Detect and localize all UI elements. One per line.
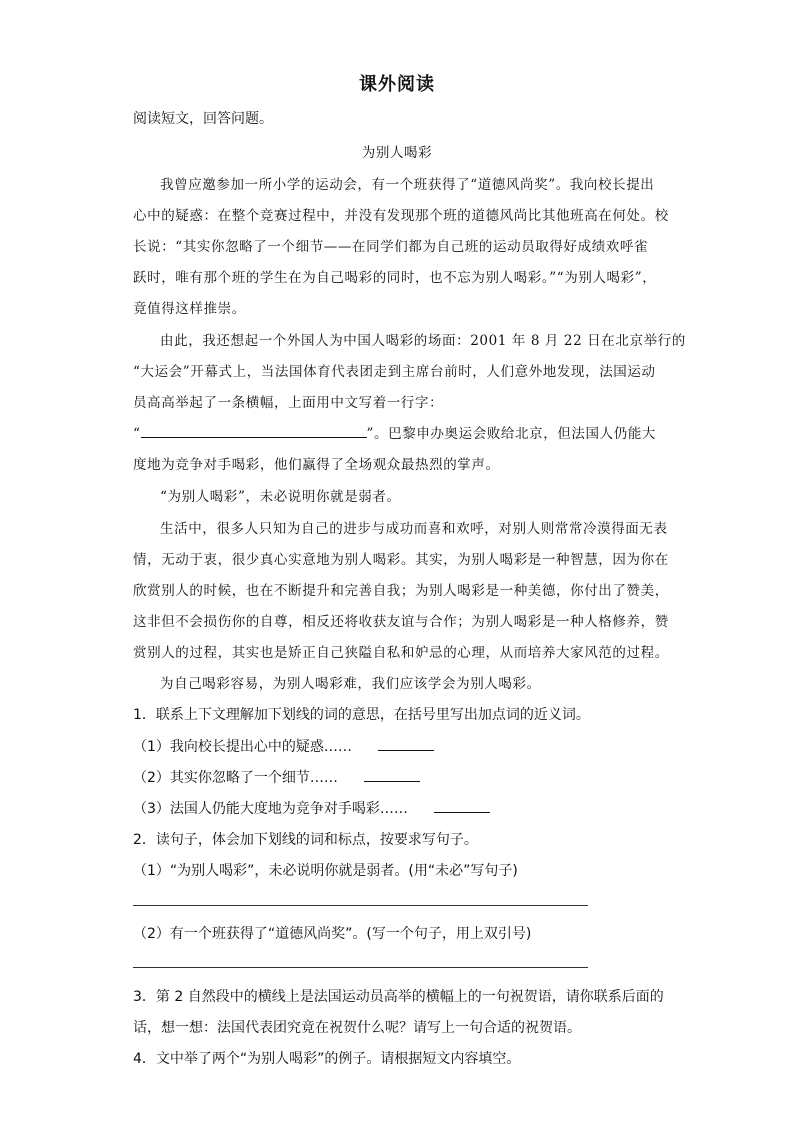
- essay-line: 度地为竞争对手喝彩，他们赢得了全场观众最热烈的掌声。: [133, 457, 500, 473]
- essay-line: 为自己喝彩容易，为别人喝彩难，我们应该学会为别人喝彩。: [160, 676, 541, 692]
- question-3-line-2: 话，想一想：法国代表团究竟在祝贺什么呢？请写上一句合适的祝贺语。: [133, 1020, 581, 1036]
- essay-line: 跃时，唯有那个班的学生在为自己喝彩的同时，也不忘为别人喝彩。”“为别人喝彩”，: [133, 270, 657, 286]
- essay-line: 竟值得这样推崇。: [133, 301, 246, 317]
- question-1-1: [133, 736, 663, 756]
- essay-line: 生活中，很多人只知为自己的进步与成功而喜和欢呼，对别人则常常冷漠得面无表: [160, 521, 668, 537]
- answer-blank[interactable]: [378, 749, 434, 751]
- answer-blank[interactable]: [364, 780, 420, 782]
- essay-line: 这非但不会损伤你的自尊，相反还将收获友谊与合作；为别人喝彩是一种人格修养，赞: [133, 614, 669, 630]
- essay-line: 我曾应邀参加一所小学的运动会，有一个班获得了“道德风尚奖”。我向校长提出: [160, 177, 655, 193]
- essay-line: 员高高举起了一条横幅，上面用中文写着一行字：: [133, 395, 444, 411]
- instruction: 阅读短文，回答问题。: [133, 111, 273, 127]
- page-title: 课外阅读: [359, 74, 435, 95]
- question-2: 2．读句子，体会加下划线的词和标点，按要求写句子。: [133, 832, 478, 848]
- banner-blank: [141, 436, 367, 438]
- answer-blank[interactable]: [434, 811, 490, 813]
- essay-line: 心中的疑惑：在整个竞赛过程中，并没有发现那个班的道德风尚比其他班高在何处。校: [133, 208, 669, 224]
- question-1-3-text: （3）法国人仍能大度地为竞争对手喝彩……: [133, 801, 408, 817]
- essay-line: 长说：“其实你忽略了一个细节——在同学们都为自己班的运动员取得好成绩欢呼雀: [133, 239, 649, 255]
- essay-line-rest: ”。巴黎申办奥运会败给北京，但法国人仍能大: [366, 426, 657, 442]
- essay-line: 情，无动于衷，很少真心实意地为别人喝彩。其实，为别人喝彩是一种智慧，因为你在: [133, 552, 669, 568]
- answer-line[interactable]: [133, 905, 588, 906]
- question-1: 1．联系上下文理解加下划线的词的意思，在括号里写出加点词的近义词。: [133, 707, 590, 723]
- question-1-1-text: （1）我向校长提出心中的疑惑……: [133, 739, 352, 755]
- essay-line-with-blank: [133, 422, 663, 442]
- essay-line: “大运会”开幕式上，当法国体育代表团走到主席台前时，人们意外地发现，法国运动: [133, 364, 656, 380]
- question-1-2: [133, 767, 663, 787]
- question-4: 4．文中举了两个“为别人喝彩”的例子。请根据短文内容填空。: [133, 1051, 521, 1067]
- essay-line: 赏别人的过程，其实也是矫正自己狭隘自私和妒忌的心理，从而培养大家风范的过程。: [133, 645, 669, 661]
- essay-line: 由此，我还想起一个外国人为中国人喝彩的场面：2001 年 8 月 22 日在北京举行的: [160, 333, 686, 349]
- question-3-line-1: 3．第 2 自然段中的横线上是法国运动员高举的横幅上的一句祝贺语，请你联系后面的: [133, 989, 664, 1005]
- essay-title: 为别人喝彩: [361, 145, 433, 161]
- question-2-1: （1）“为别人喝彩”，未必说明你就是弱者。(用“未必”写句子): [133, 863, 518, 879]
- question-1-2-text: （2）其实你忽略了一个细节……: [133, 770, 338, 786]
- quote-open: “: [133, 426, 141, 442]
- question-2-2: （2）有一个班获得了“道德风尚奖”。(写一个句子，用上双引号): [133, 926, 532, 942]
- essay-line: 欣赏别人的时候，也在不断提升和完善自我；为别人喝彩是一种美德，你付出了赞美，: [133, 583, 669, 599]
- essay-line: “为别人喝彩”，未必说明你就是弱者。: [160, 489, 401, 505]
- answer-line[interactable]: [133, 967, 588, 968]
- question-1-3: [133, 798, 663, 818]
